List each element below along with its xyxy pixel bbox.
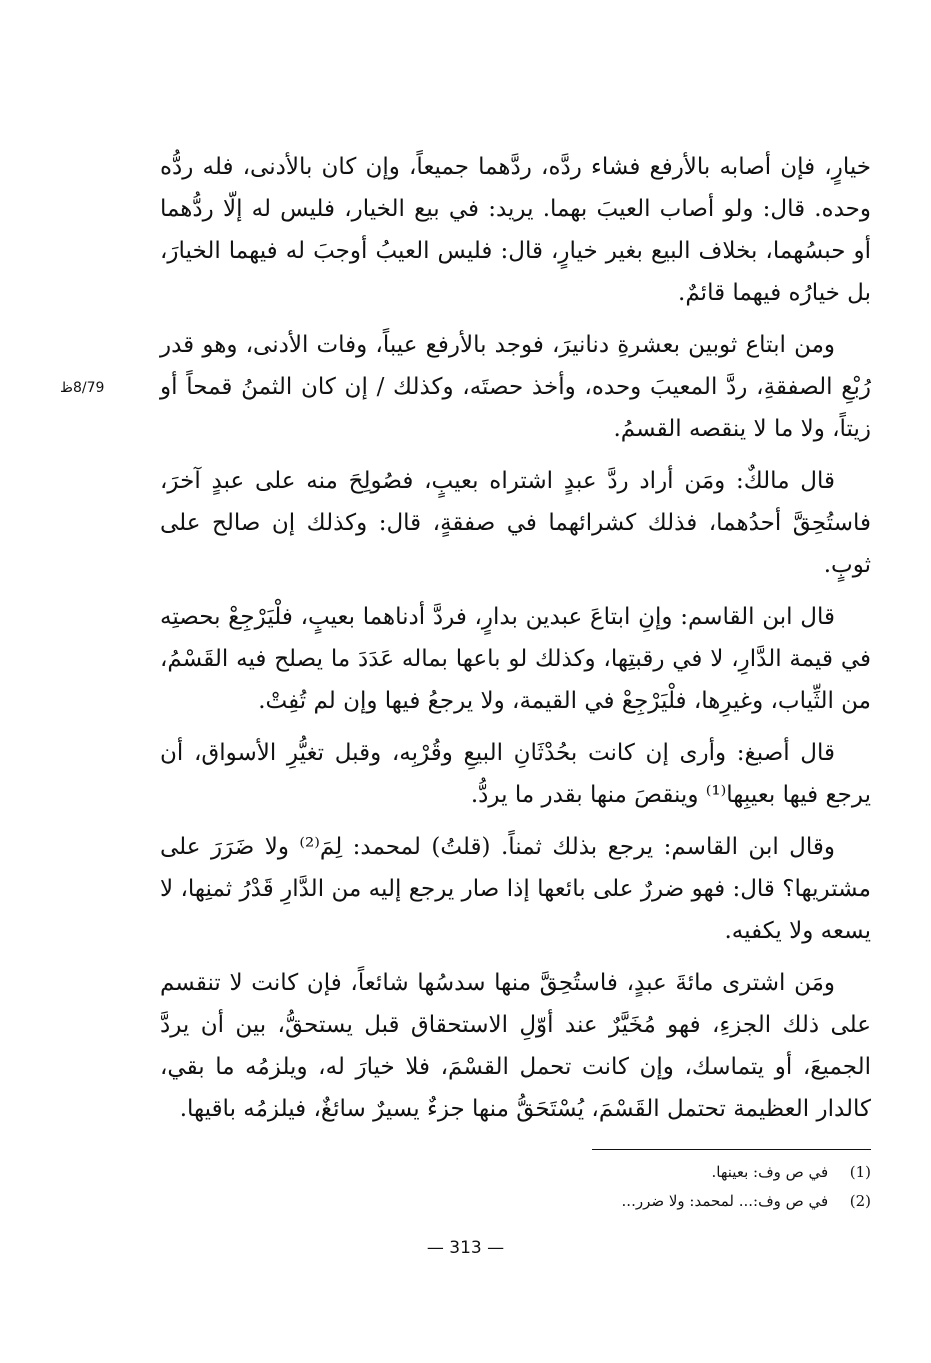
paragraph-5: قال أصبغ: وأرى إن كانت بحُدْثَانِ البيعِ وقُرْبِه، وقبل تغيُّرِ الأسواق، أن يرجع فيها بعيبِها⁽¹⁾ وينقصَ منها بقدر ما يردُّ. [160, 740, 871, 808]
paragraph-3: قال مالكٌ: ومَن أراد ردَّ عبدٍ اشتراه بعيبٍ، فصُولِحَ منه على عبدٍ آخرَ، فاستُحِقَّ أحدُهما، فذلك كشرائهما في صفقةٍ، قال: وكذلك إن صالح على ثوبٍ. [160, 468, 871, 578]
marginal-folio-note: 8/79ظ [60, 380, 105, 396]
paragraph-1: خيارٍ، فإن أصابه بالأرفع فشاء ردَّه، ردَّهما جميعاً، وإن كان بالأدنى، فله ردُّه وحده. قال: ولو أصاب العيبَ بهما. يريد: في بيع الخيار، فليس له إلّا ردُّهما أو حبسُهما، بخلاف البيع بغير خيارٍ، قال: فليس العيبُ أوجبَ له فيهما الخيارَ، بل خيارُه فيهما قائمٌ. [160, 154, 872, 306]
paragraph-6: وقال ابن القاسم: يرجع بذلك ثمناً. (قلتُ) لمحمد: لِمَ⁽²⁾ ولا ضَرَرَ على مشتريها؟ قال: فهو ضررٌ على بائعها إذا صار يرجع إليه من الدَّارِ قَدْرُ ثمنِها، لا يسعه ولا يكفيه. [160, 834, 871, 944]
body-text [160, 146, 871, 1140]
page-number: — 313 — [426, 1238, 505, 1258]
paragraph-7: ومَن اشترى مائةَ عبدٍ، فاستُحِقَّ منها سدسُها شائعاً، فإن كانت لا تنقسم على ذلك الجزءِ، فهو مُخَيَّرٌ عند أوّلِ الاستحقاق قبل يستحقُّ، بين أن يردَّ الجميعَ، أو يتماسك، وإن كانت تحمل القسْمَ، فلا خيارَ له، ويلزمُه ما بقي، كالدار العظيمة تحتمل القَسْمَ، يُسْتَحَقُّ منها جزءٌ يسيرٌ سائغٌ، فيلزمُه باقيها. [160, 970, 871, 1122]
footnote-number: (1) [849, 1163, 871, 1181]
footnote-text: في ص وف:... لمحمد: ولا ضرر... [621, 1192, 829, 1210]
footnote-1 [400, 1158, 871, 1187]
footnote-2 [400, 1187, 871, 1216]
footnote-divider [592, 1149, 871, 1150]
paragraph-2: ومن ابتاع ثوبين بعشرةِ دنانيرَ، فوجد بالأرفع عيباً، وفات الأدنى، وهو قدر رُبْعِ الصفقةِ، ردَّ المعيبَ وحده، وأخذ حصتَه، وكذلك / إن كان الثمنُ قمحاً أو زيتاً، ولا ما لا ينقصه القسمُ. [160, 332, 871, 442]
footnote-text: في ص وف: بعينها. [711, 1163, 829, 1181]
footnotes [400, 1158, 871, 1216]
paragraph-4: قال ابن القاسم: وإنِ ابتاعَ عبدين بدارٍ، فردَّ أدناهما بعيبٍ، فلْيَرْجِعْ بحصتِه في قيمة الدَّارِ، لا في رقبتِها، وكذلك لو باعها بماله عَدَدَ ما يصلح فيه القَسْمُ، من الثِّياب، وغيرِها، فلْيَرْجِعْ في القيمة، ولا يرجعُ فيها وإن لم تُفِتْ. [160, 604, 871, 714]
footnote-number: (2) [849, 1192, 871, 1210]
